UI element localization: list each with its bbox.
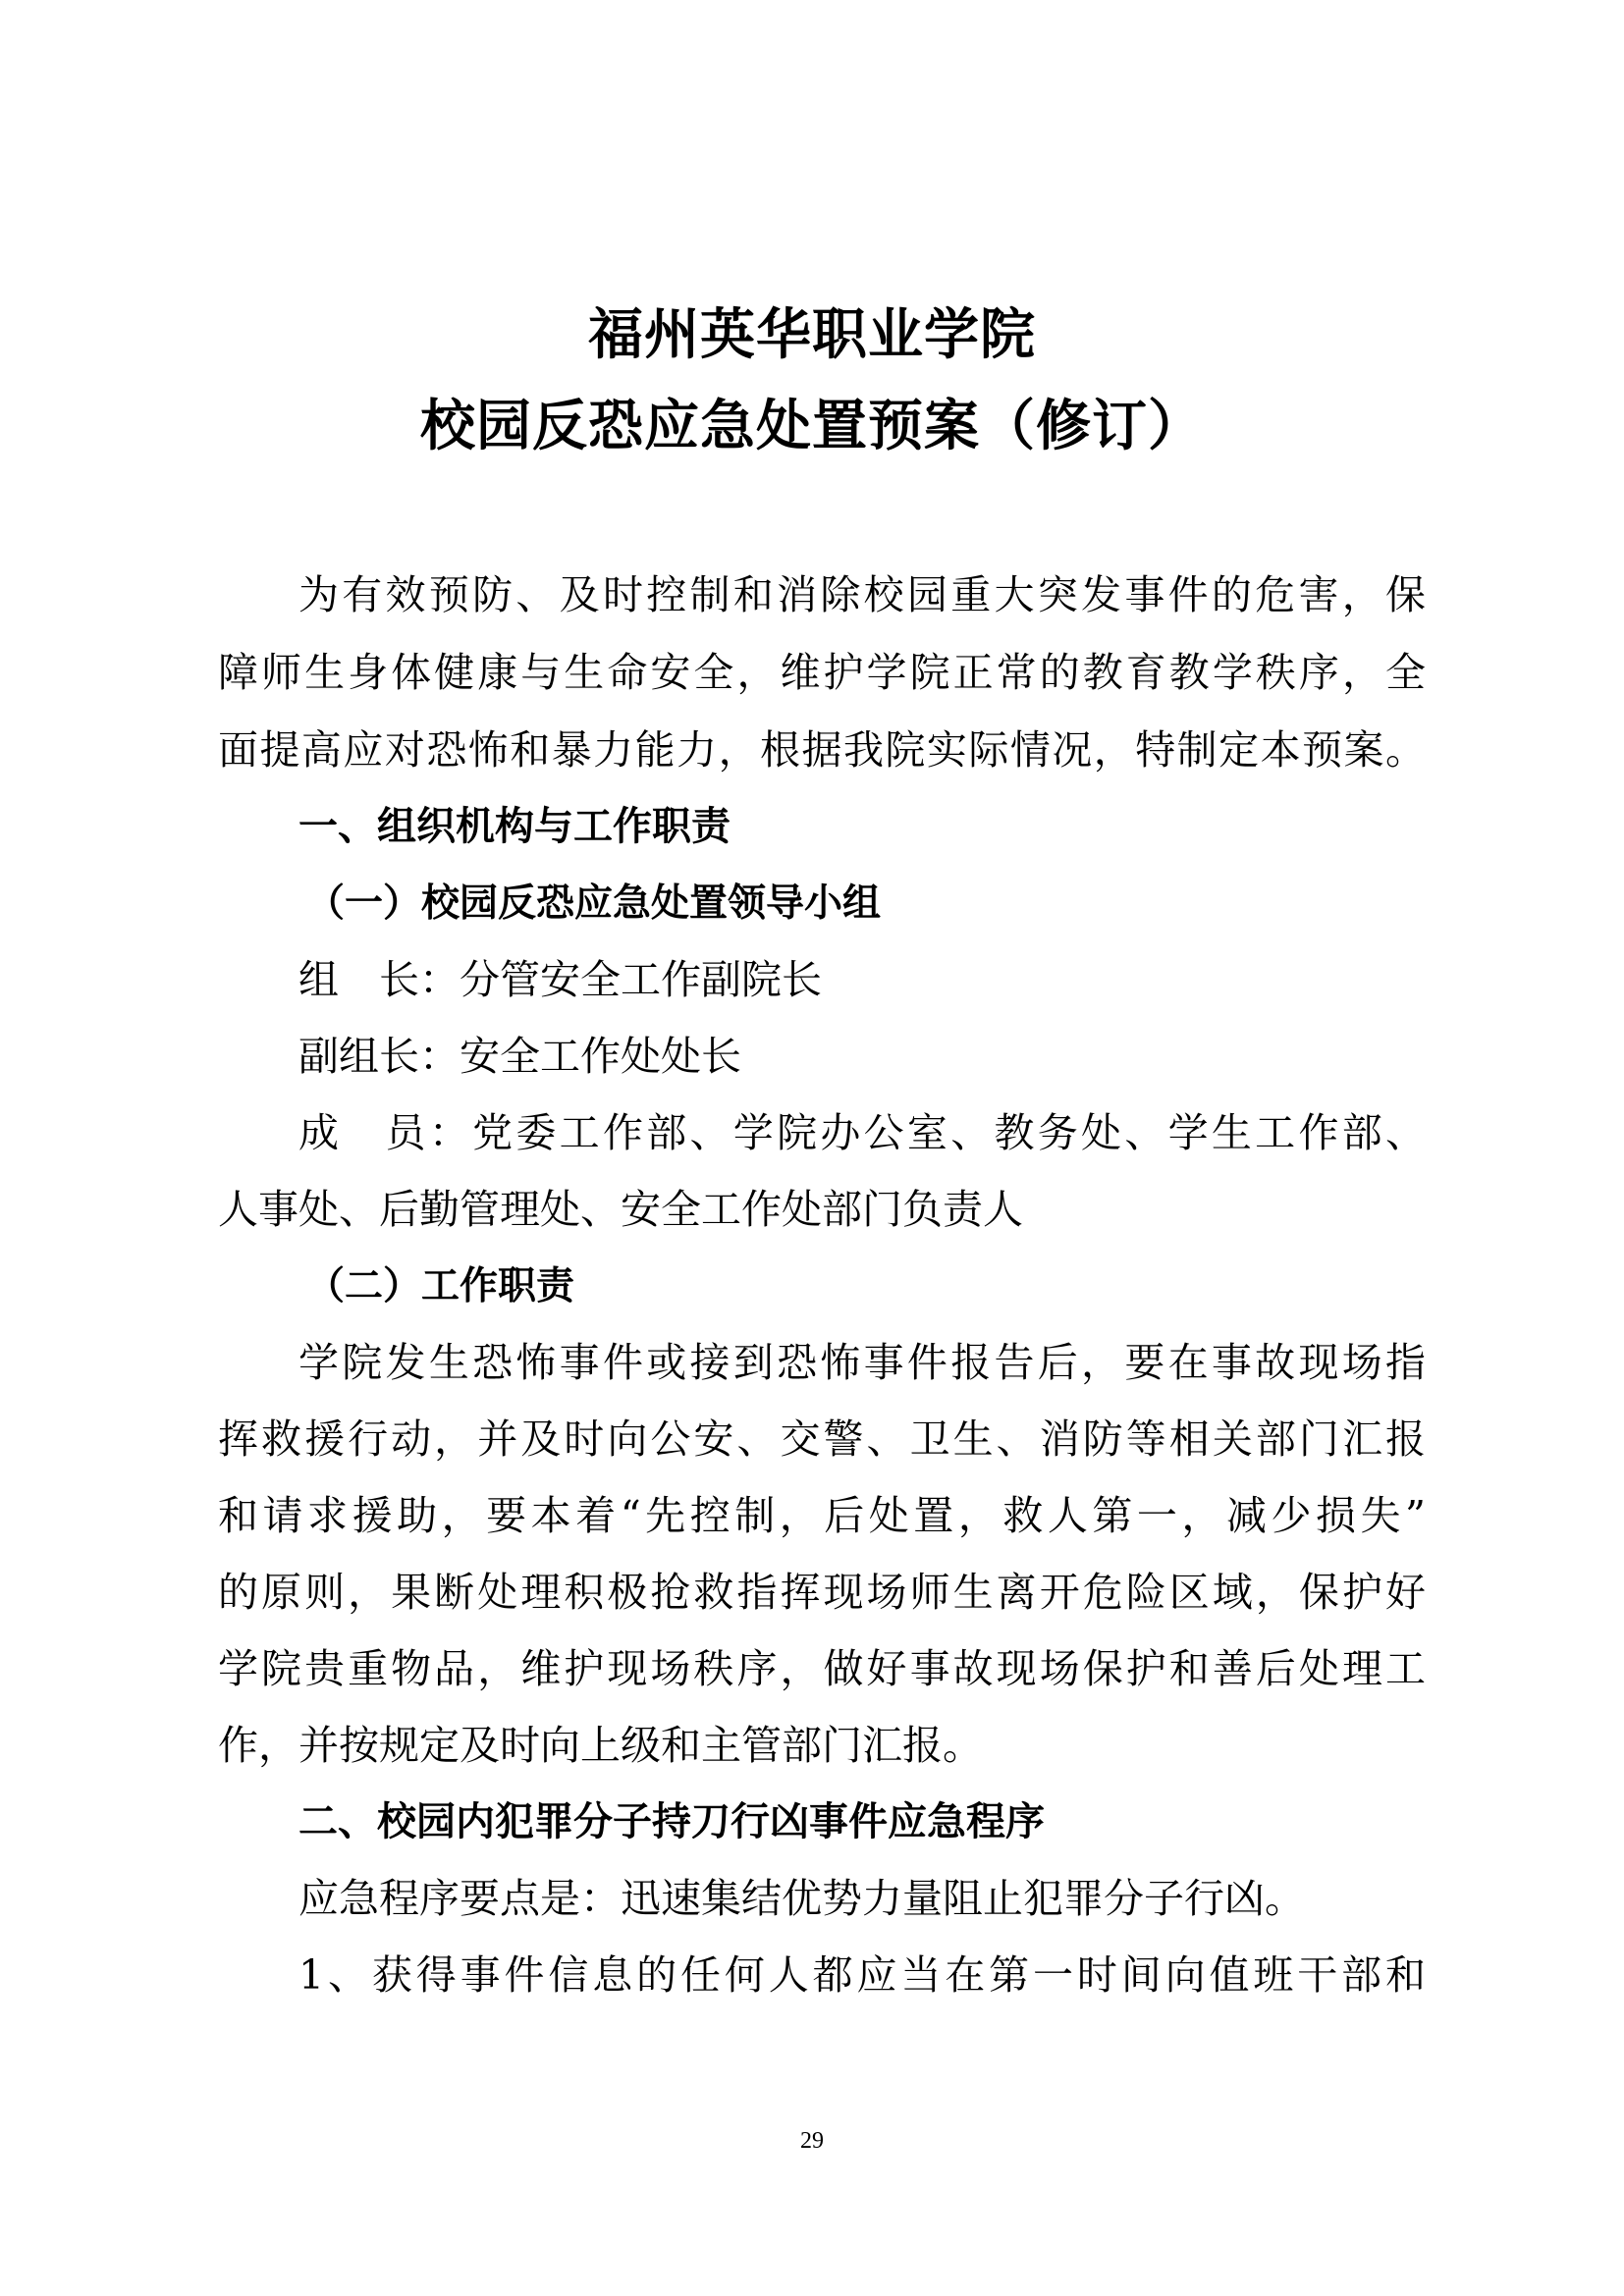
deputy-leader-line: 副组长：安全工作处处长 xyxy=(298,1033,741,1080)
members-line: 成 员：党委工作部、学院办公室、教务处、学生工作部、 xyxy=(298,1109,1426,1156)
duties-paragraph-line: 挥救援行动，并及时向公安、交警、卫生、消防等相关部门汇报 xyxy=(218,1415,1426,1463)
duties-paragraph-line: 作，并按规定及时向上级和主管部门汇报。 xyxy=(218,1722,983,1769)
subsection-heading: （一）校园反恐应急处置领导小组 xyxy=(306,881,882,926)
key-point-line: 应急程序要点是：迅速集结优势力量阻止犯罪分子行凶。 xyxy=(298,1875,1305,1922)
duties-paragraph-line: 学院发生恐怖事件或接到恐怖事件报告后，要在事故现场指 xyxy=(298,1339,1426,1386)
duties-paragraph-line: 和请求援助，要本着“先控制，后处置，救人第一，减少损失” xyxy=(218,1492,1426,1539)
section-heading: 二、校园内犯罪分子持刀行凶事件应急程序 xyxy=(298,1799,1045,1844)
document-title: 福州英华职业学院 xyxy=(588,303,1036,367)
group-leader-line: 组 长：分管安全工作副院长 xyxy=(298,956,822,1003)
intro-paragraph-line: 为有效预防、及时控制和消除校园重大突发事件的危害，保 xyxy=(298,571,1426,618)
section-heading: 一、组织机构与工作职责 xyxy=(298,804,731,849)
duties-paragraph-line: 的原则，果断处理积极抢救指挥现场师生离开危险区域，保护好 xyxy=(218,1569,1426,1616)
duties-paragraph-line: 学院贵重物品，维护现场秩序，做好事故现场保护和善后处理工 xyxy=(218,1645,1426,1692)
members-line: 人事处、后勤管理处、安全工作处部门负责人 xyxy=(218,1186,1023,1233)
document-subtitle: 校园反恐应急处置预案（修订） xyxy=(420,395,1204,458)
subsection-heading: （二）工作职责 xyxy=(306,1263,575,1308)
intro-paragraph-line: 障师生身体健康与生命安全，维护学院正常的教育教学秩序，全 xyxy=(218,649,1426,696)
page-number: 29 xyxy=(800,2128,824,2154)
intro-paragraph-line: 面提高应对恐怖和暴力能力，根据我院实际情况，特制定本预案。 xyxy=(218,726,1426,774)
step-line: 1、获得事件信息的任何人都应当在第一时间向值班干部和 xyxy=(298,1951,1426,1999)
